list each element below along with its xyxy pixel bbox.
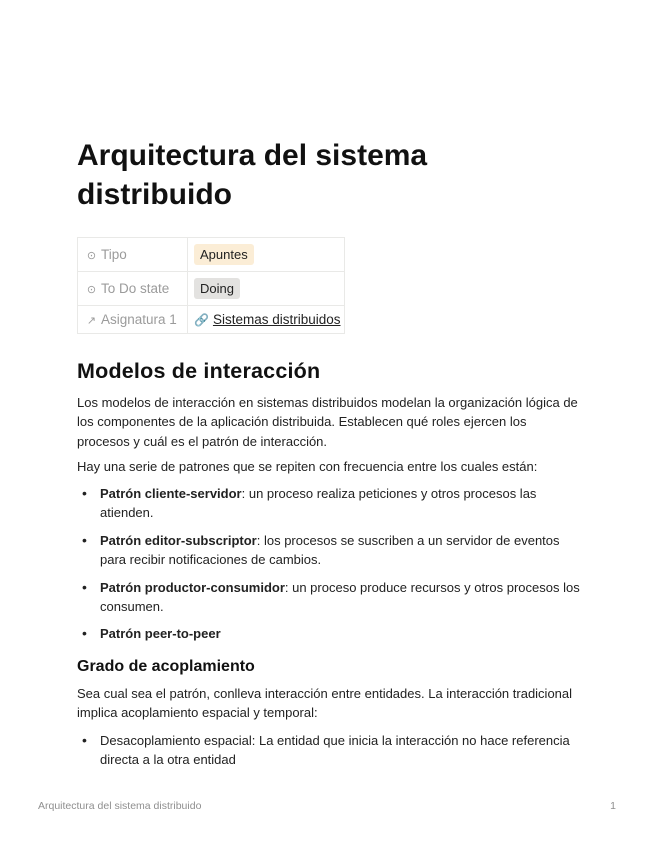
list-item: • Patrón cliente-servidor: un proceso realiza peticiones y otros procesos las atienden. xyxy=(77,484,582,523)
select-icon: ⊙ xyxy=(86,250,97,262)
property-row-todo-state xyxy=(78,272,345,306)
list-item: • Patrón productor-consumidor: un proceso produce recursos y otros procesos los consumen. xyxy=(77,578,582,617)
coupling-list xyxy=(77,731,582,770)
page-number: 1 xyxy=(610,800,616,812)
section-heading-modelos: Modelos de interacción xyxy=(77,359,321,383)
patterns-list xyxy=(77,484,582,652)
list-item: • Desacoplamiento espacial: La entidad que inicia la interacción no hace referencia directa a la otra entidad xyxy=(77,731,582,770)
property-row-tipo xyxy=(78,238,345,272)
section-heading-acoplamiento: Grado de acoplamiento xyxy=(77,658,255,675)
list-item: • Patrón peer-to-peer xyxy=(77,624,582,643)
property-value[interactable] xyxy=(188,272,345,306)
tag-apuntes[interactable]: Apuntes xyxy=(194,244,254,265)
footer-title: Arquitectura del sistema distribuido xyxy=(38,800,202,812)
page-title: Arquitectura del sistema distribuido xyxy=(77,139,428,211)
paragraph: Sea cual sea el patrón, conlleva interacción entre entidades. La interacción tradicional implica acoplamiento espacial y temporal: xyxy=(77,686,573,721)
property-row-asignatura xyxy=(78,306,345,334)
link-icon: 🔗 xyxy=(194,313,209,327)
property-value[interactable] xyxy=(188,306,345,334)
property-key: ⊙ Tipo xyxy=(78,238,188,272)
paragraph: Hay una serie de patrones que se repiten con frecuencia entre los cuales están: xyxy=(77,459,538,474)
properties-table xyxy=(77,237,345,334)
list-item: • Patrón editor-subscriptor: los procesos se suscriben a un servidor de eventos para recibir notificaciones de cambios. xyxy=(77,531,582,570)
property-value[interactable] xyxy=(188,238,345,272)
select-icon: ⊙ xyxy=(86,284,97,296)
relation-link[interactable]: Sistemas distribuidos xyxy=(212,312,341,327)
property-key: ⊙ To Do state xyxy=(78,272,188,306)
property-key: ↗ Asignatura 1 xyxy=(78,306,188,334)
paragraph: Los modelos de interacción en sistemas distribuidos modelan la organización lógica de los componentes de la aplicación distribuida. Establecen qué roles ejercen los procesos y cuál es el patrón de interacción. xyxy=(77,395,578,449)
relation-arrow-icon: ↗ xyxy=(86,315,97,327)
tag-doing[interactable]: Doing xyxy=(194,278,240,299)
